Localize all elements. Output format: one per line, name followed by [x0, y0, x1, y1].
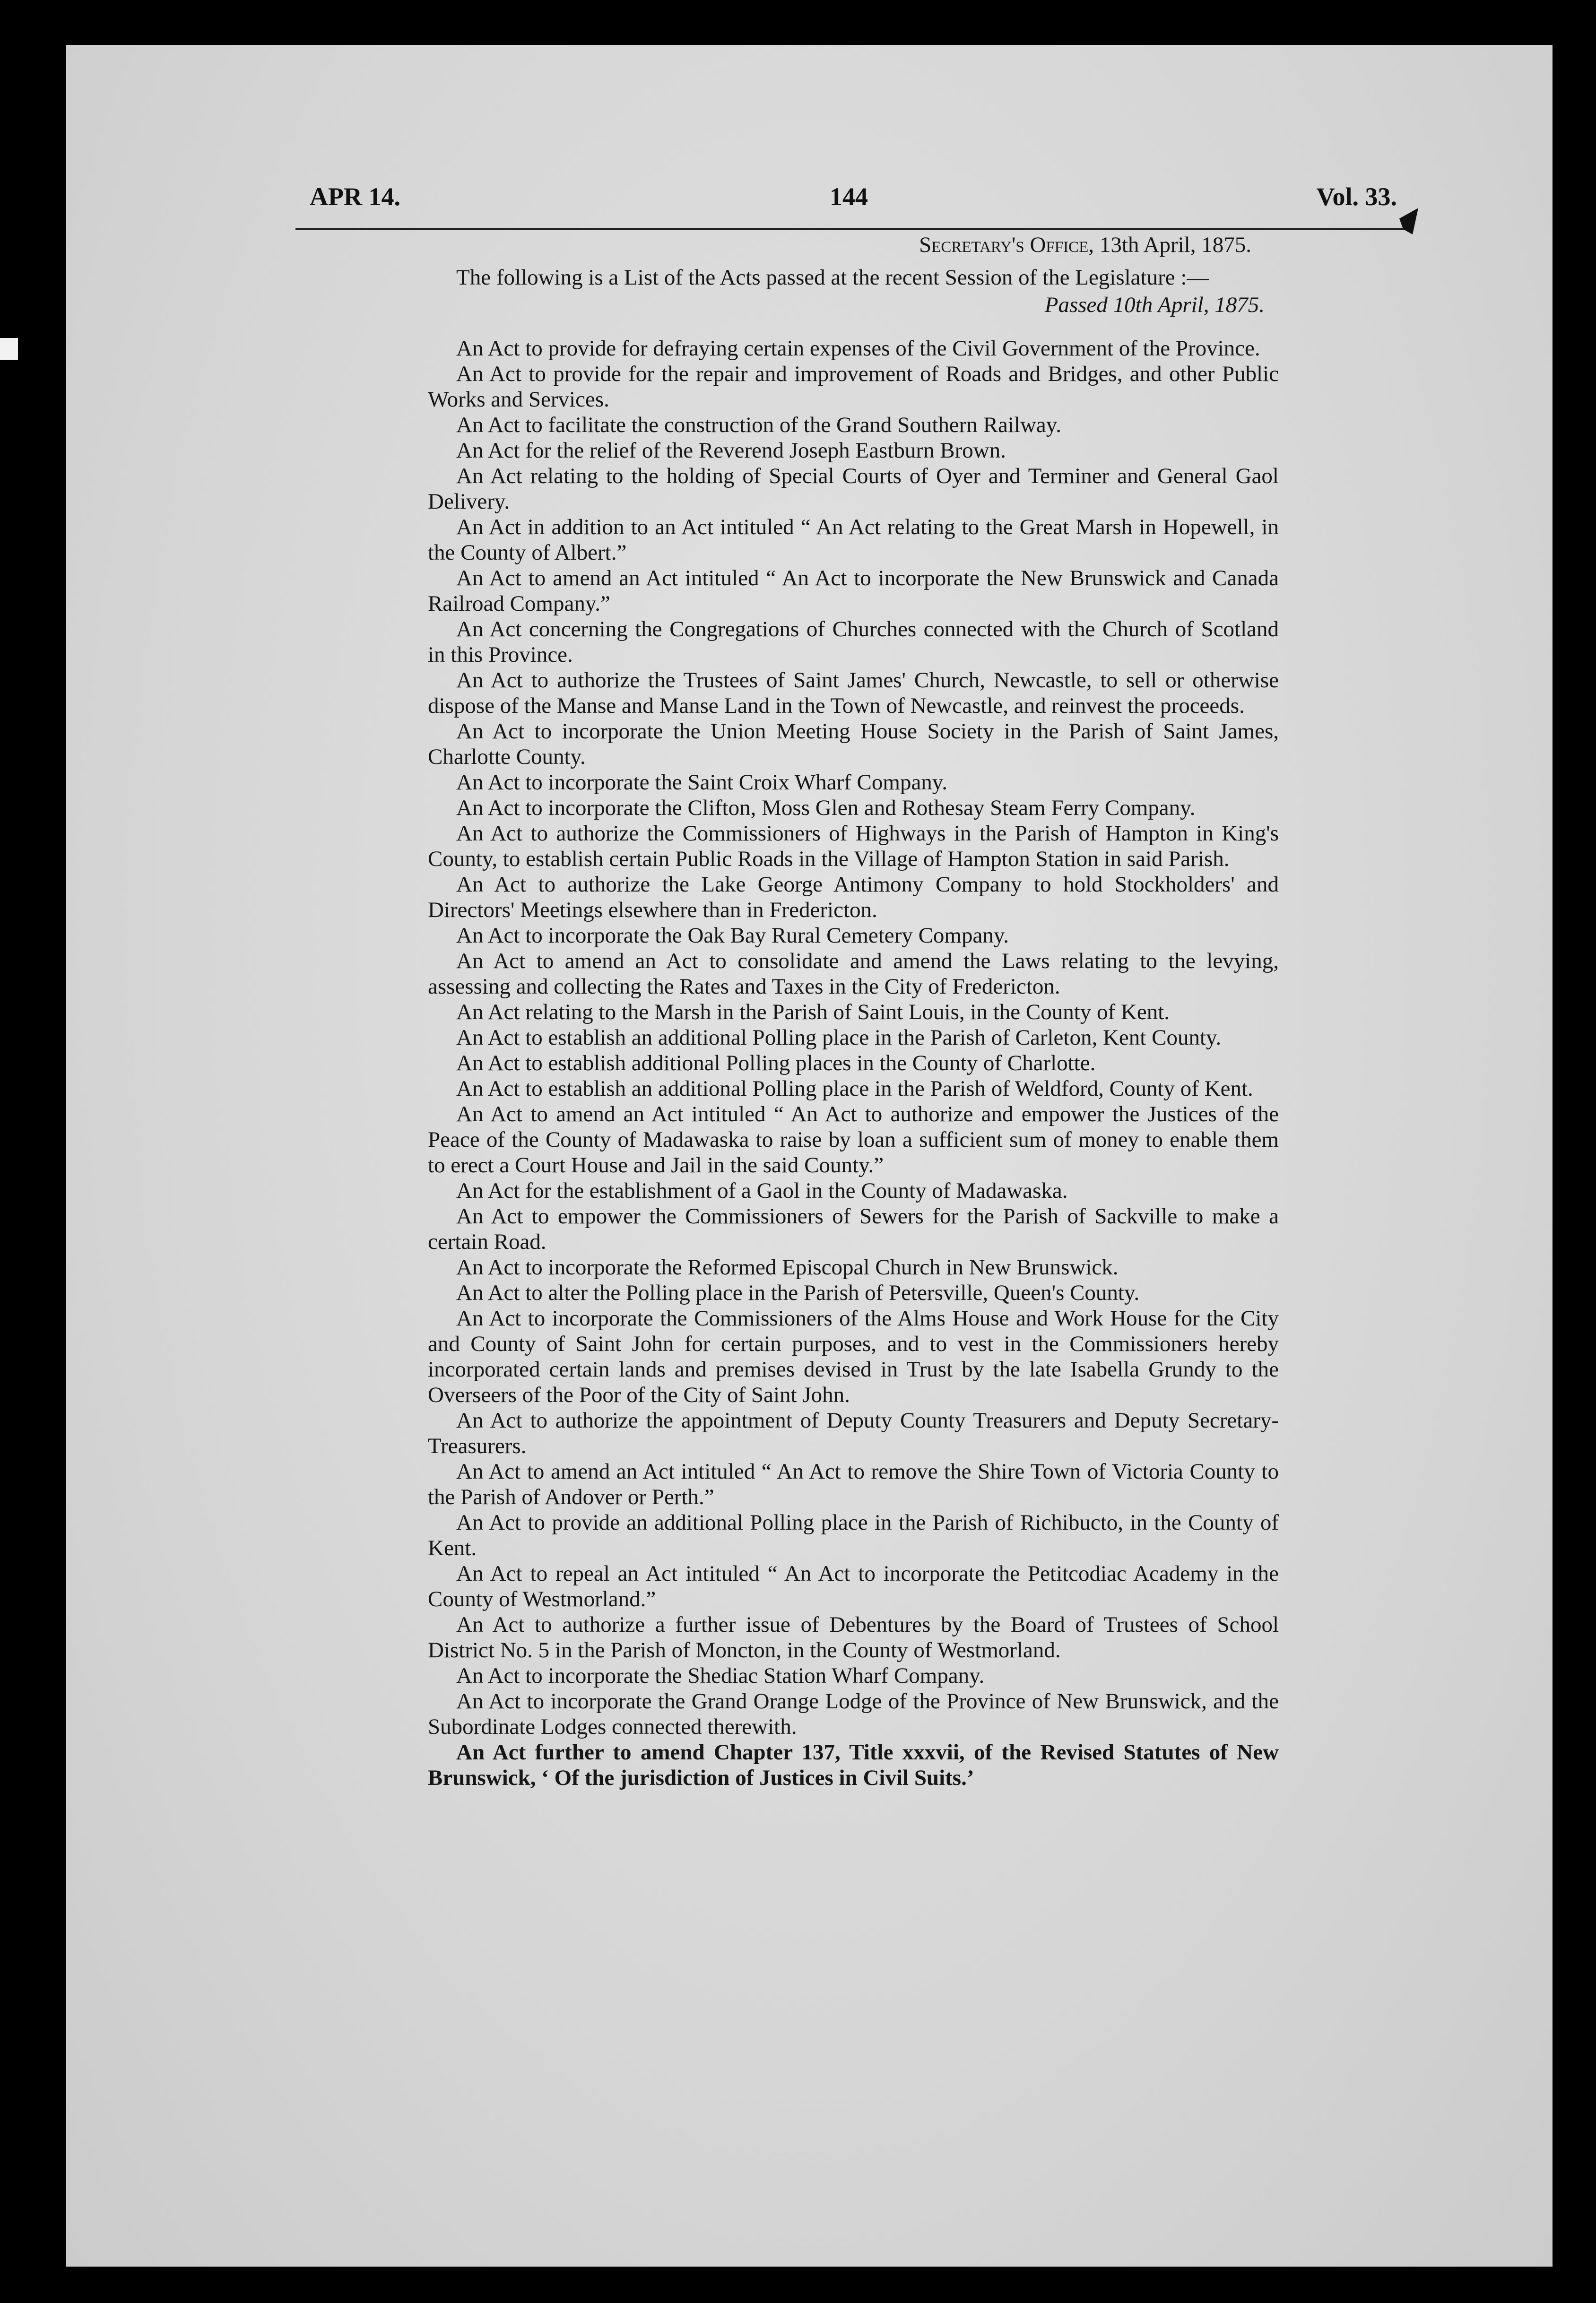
- act-item: An Act to provide for defraying certain expenses of the Civil Government of the Province.: [456, 336, 1260, 361]
- act-item: An Act to incorporate the Oak Bay Rural Cemetery Company.: [456, 923, 1009, 948]
- page-number: 144: [830, 182, 868, 211]
- act-item: An Act in addition to an Act intituled “ An Act relating to the Great Marsh in Hopewell, in the County of Albert.”: [428, 515, 1279, 565]
- act-item: An Act relating to the holding of Special Courts of Oyer and Terminer and General Gaol Delivery.: [428, 464, 1279, 514]
- act-item: An Act to incorporate the Shediac Station Wharf Company.: [456, 1663, 985, 1688]
- header-rule: [295, 228, 1404, 230]
- page-header: [295, 173, 1397, 225]
- act-item: An Act further to amend Chapter 137, Title xxxvii, of the Revised Statutes of New Brunswick, ‘ Of the jurisdiction of Justices in Civil Suits.’: [428, 1740, 1279, 1790]
- act-item: An Act to incorporate the Saint Croix Wharf Company.: [456, 770, 948, 795]
- act-item: An Act to authorize a further issue of Debentures by the Board of Trustees of School District No. 5 in the Parish of Moncton, in the County of Westmorland.: [428, 1612, 1279, 1662]
- acts-list: [428, 336, 1279, 1791]
- intro-paragraph: The following is a List of the Acts passed at the recent Session of the Legislature :—: [456, 265, 1209, 290]
- act-item: An Act to provide for the repair and improvement of Roads and Bridges, and other Public Works and Services.: [428, 362, 1279, 412]
- office-date: 13th April, 1875.: [1099, 233, 1251, 257]
- act-item: An Act to authorize the Lake George Antimony Company to hold Stockholders' and Directors' Meetings elsewhere than in Fredericton.: [428, 872, 1279, 922]
- act-item: An Act to incorporate the Commissioners of the Alms House and Work House for the City and County of Saint John for certain purposes, and to vest in the Commissioners hereby incorporated certain lands and premises devised in Trust by the late Isabella Grundy to the Overseers of the Poor of the City of Saint John.: [428, 1306, 1279, 1407]
- act-item: An Act to repeal an Act intituled “ An Act to incorporate the Petitcodiac Academy in the County of Westmorland.”: [428, 1561, 1279, 1611]
- act-item: An Act to establish additional Polling places in the County of Charlotte.: [456, 1051, 1096, 1075]
- act-item: An Act to provide an additional Polling place in the Parish of Richibucto, in the County of Kent.: [428, 1510, 1279, 1560]
- office-dateline: [428, 232, 1279, 258]
- edge-mark: [0, 338, 18, 360]
- act-item: An Act to amend an Act intituled “ An Act to authorize and empower the Justices of the Peace of the County of Madawaska to raise by loan a sufficient sum of money to enable them to erect a Court House and Jail in the said County.”: [428, 1102, 1279, 1177]
- act-item: An Act to authorize the appointment of Deputy County Treasurers and Deputy Secretary-Treasurers.: [428, 1408, 1279, 1458]
- act-item: An Act to amend an Act intituled “ An Act to incorporate the New Brunswick and Canada Railroad Company.”: [428, 566, 1279, 616]
- act-item: An Act for the relief of the Reverend Joseph Eastburn Brown.: [456, 438, 1006, 463]
- act-item: An Act to establish an additional Polling place in the Parish of Weldford, County of Kent.: [456, 1076, 1253, 1101]
- act-item: An Act concerning the Congregations of Churches connected with the Church of Scotland in this Province.: [428, 617, 1279, 667]
- act-item: An Act to alter the Polling place in the Parish of Petersville, Queen's County.: [456, 1281, 1140, 1305]
- act-item: An Act to facilitate the construction of the Grand Southern Railway.: [456, 413, 1061, 437]
- act-item: An Act to amend an Act intituled “ An Act to remove the Shire Town of Victoria County to the Parish of Andover or Perth.”: [428, 1459, 1279, 1509]
- act-item: An Act to incorporate the Clifton, Moss Glen and Rothesay Steam Ferry Company.: [456, 796, 1196, 820]
- act-item: An Act to empower the Commissioners of Sewers for the Parish of Sackville to make a certain Road.: [428, 1204, 1279, 1254]
- passed-date: Passed 10th April, 1875.: [1044, 293, 1265, 317]
- office-label: Secretary's Office,: [919, 233, 1094, 257]
- act-item: An Act to authorize the Trustees of Saint James' Church, Newcastle, to sell or otherwise dispose of the Manse and Manse Land in the Town of Newcastle, and reinvest the proceeds.: [428, 668, 1279, 718]
- act-item: An Act to incorporate the Union Meeting House Society in the Parish of Saint James, Charlotte County.: [428, 719, 1279, 769]
- document-body: [428, 232, 1279, 1791]
- act-item: An Act to amend an Act to consolidate and amend the Laws relating to the levying, assessing and collecting the Rates and Taxes in the City of Fredericton.: [428, 949, 1279, 999]
- act-item: An Act to authorize the Commissioners of Highways in the Parish of Hampton in King's County, to establish certain Public Roads in the Village of Hampton Station in said Parish.: [428, 821, 1279, 871]
- act-item: An Act to establish an additional Polling place in the Parish of Carleton, Kent County.: [456, 1025, 1222, 1050]
- header-date: APR 14.: [310, 182, 400, 211]
- act-item: An Act to incorporate the Reformed Episcopal Church in New Brunswick.: [456, 1255, 1119, 1280]
- volume-number: Vol. 33.: [1316, 182, 1397, 211]
- act-item: An Act relating to the Marsh in the Parish of Saint Louis, in the County of Kent.: [456, 1000, 1170, 1024]
- act-item: An Act for the establishment of a Gaol in the County of Madawaska.: [456, 1178, 1068, 1203]
- act-item: An Act to incorporate the Grand Orange Lodge of the Province of New Brunswick, and the Subordinate Lodges connected therewith.: [428, 1689, 1279, 1739]
